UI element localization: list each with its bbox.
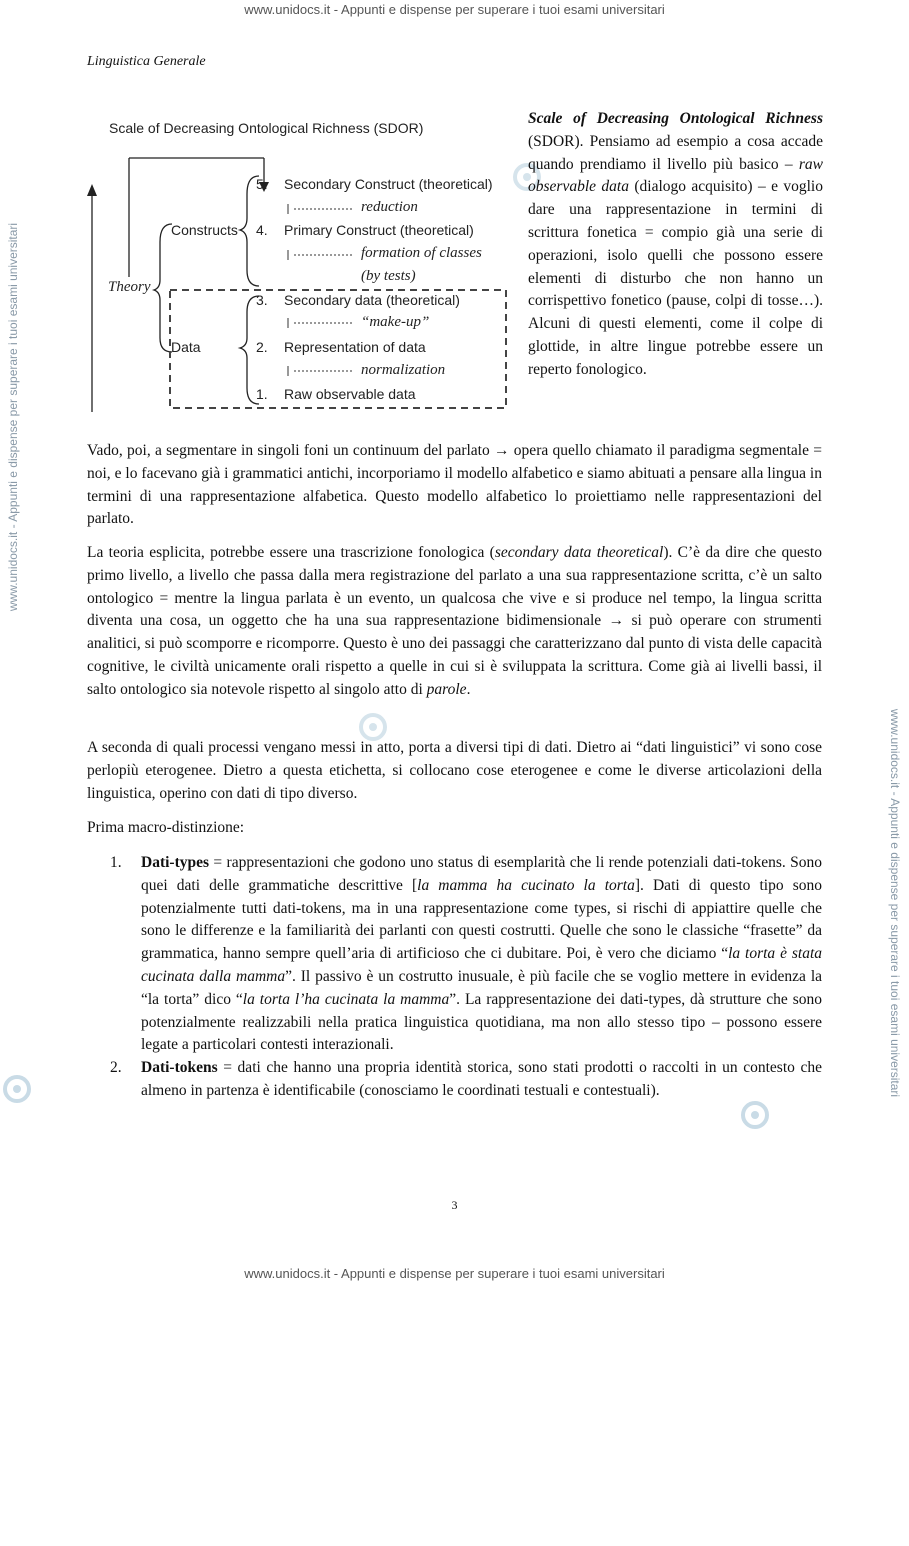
process-label: (by tests) [361,268,416,284]
paragraph-processes [87,737,822,805]
text-run: = dati che hanno una propria identità storica, sono stati prodotti o raccolti in un contesto che almeno in partenza è identificabile (conosciamo le coordinati testuali e contestuali). [141,1059,822,1099]
list-number: 2. [110,1059,122,1077]
text-run-italic: la torta l’ha cucinata la mamma [242,990,450,1008]
text-run: ). C’è da dire che questo primo livello, a livello che passa dalla mera registrazione del parlato a una sua rappresentazione scritta, c’è un salto ontologico = mentre la lingua parlata è un evento, un qualcosa che vive e si produce nel tempo, la lingua scritta diventa una cosa, un oggetto che ha una sua rappresentazione bidimensionale → si può operare con strumenti analitici, si può scomporre e ricomporre. Questo è uno dei passaggi che caratterizzano dal punto di vista delle capacità cognitive, le civiltà unicamente orali rispetto a quelle in cui si è sviluppata la scrittura. Come già ai livelli bassi, il salto ontologico sia notevole rispetto al singolo atto di [87,544,822,698]
list-term: Dati-tokens [141,1059,218,1077]
sdor-title: Scale of Decreasing Ontological Richness (SDOR) [109,120,424,136]
level-number: 2. [256,339,268,355]
text-run: La teoria esplicita, potrebbe essere una trascrizione fonologica ( [87,544,495,561]
watermark-left: www.unidocs.it - Appunti e dispense per superare i tuoi esami universitari [6,222,20,612]
text-run-italic: la mamma ha cucinato la torta [417,876,635,894]
unidocs-logo-icon [738,1098,772,1132]
level-label: Raw observable data [284,386,416,402]
text-run: = rappresentazioni che godono uno status di esemplarità che li rende potenziali dati-tokens. Sono quei dati delle grammatiche descrittive [ [141,854,822,894]
level-label: Representation of data [284,339,426,355]
watermark-top: www.unidocs.it - Appunti e dispense per superare i tuoi esami universitari [244,2,665,17]
sdor-diagram-lines [84,112,512,412]
level-number: 1. [256,386,268,402]
text-run-italic: la torta è stata cucinata dalla mamma [141,945,822,985]
level-number: 5. [256,176,268,192]
list-item [110,1057,822,1103]
constructs-label: Constructs [171,222,238,238]
process-label: formation of classes [361,245,482,261]
text-run: (dialogo acquisito) – e voglio dare una rappresentazione in termini di scrittura fonetica = compio già una serie di operazioni, isolo quelli che possono essere elementi di disturbo che non hanno un corrispettivo fonetico (pause, colpi di tosse…). Alcuni di questi elementi, come il colpe di glottide, in altre lingue potrebbe essere un reperto fonologico. [528,178,823,378]
paragraph-text: Prima macro-distinzione: [87,819,245,836]
level-label: Secondary Construct (theoretical) [284,176,493,192]
paragraph-macro-distinction [87,817,822,840]
text-run: ]. Dati di questo tipo sono potenzialmente tutti dati-tokens, ma in una rappresentazione come types, si rischi di appiattire quelle che sono le differenze e la familiarità dei parlanti con questi costrutti. Quelle che sono le classiche “frasette” da grammatica, hanno sempre quell’aria di artificioso che ci dubitare. Poi, è vero che diciamo “ [141,876,822,963]
list-item [110,852,822,1057]
list-number: 1. [110,854,122,871]
list-term: Dati-types [141,854,210,871]
sdor-figure [84,112,512,412]
text-run: (SDOR). Pensiamo ad esempio a cosa accade quando prendiamo il livello più basico – [528,132,823,173]
data-types-list [110,852,822,1103]
text-run-italic: parole [426,680,467,698]
data-label: Data [171,339,201,355]
page-number: 3 [451,1198,458,1212]
sdor-description-title: Scale of Decreasing Ontological Richness [528,110,823,127]
text-run-italic: secondary data theoretical [494,544,664,561]
text-run: ”. La rappresentazione dei dati-types, dà strutture che sono potenzialmente realizzabili nella pratica linguistica quotidiana, ma non allo stesso tipo – possono essere legate a particolari contesti interazionali. [141,990,822,1054]
unidocs-logo-icon [0,1072,34,1106]
level-label: Primary Construct (theoretical) [284,222,474,238]
paragraph-text: Vado, poi, a segmentare in singoli foni un continuum del parlato → opera quello chiamato il paradigma segmentale = noi, e lo facevano già i grammatici antichi, incorporiamo il modello alfabetico e siamo abituati a pensare alla lingua in termini di una rappresentazione alfabetica. Questo modello alfabetico lo proiettiamo nelle rappresentazioni del parlato. [87,442,822,528]
process-label: normalization [361,362,446,378]
process-label: “make-up” [361,314,430,330]
level-number: 3. [256,292,268,308]
paragraph-text: A seconda di quali processi vengano messi in atto, porta a diversi tipi di dati. Dietro ai “dati linguistici” vi sono cose perlopiù eterogenee. Dietro a questa etichetta, si collocano cose eterogenee e come le diverse articolazioni della linguistica, operino con dati di tipo diverso. [87,739,822,802]
watermark-right: www.unidocs.it - Appunti e dispense per superare i tuoi esami universitari [888,708,902,1098]
level-label: Secondary data (theoretical) [284,292,460,308]
page-header: Linguistica Generale [87,54,206,69]
level-number: 4. [256,222,268,238]
text-run: . [466,680,471,698]
text-run: ”. Il passivo è un costrutto inusuale, è più facile che se voglio mettere in evidenza la “la torta” dico “ [141,967,822,1008]
process-label: reduction [361,199,418,215]
watermark-bottom: www.unidocs.it - Appunti e dispense per superare i tuoi esami universitari [244,1266,665,1281]
sdor-description [528,108,823,382]
text-run-italic: raw observable data [528,155,823,196]
theory-label: Theory [108,279,151,295]
paragraph-theory [87,542,822,702]
paragraph-segmentation [87,440,822,531]
